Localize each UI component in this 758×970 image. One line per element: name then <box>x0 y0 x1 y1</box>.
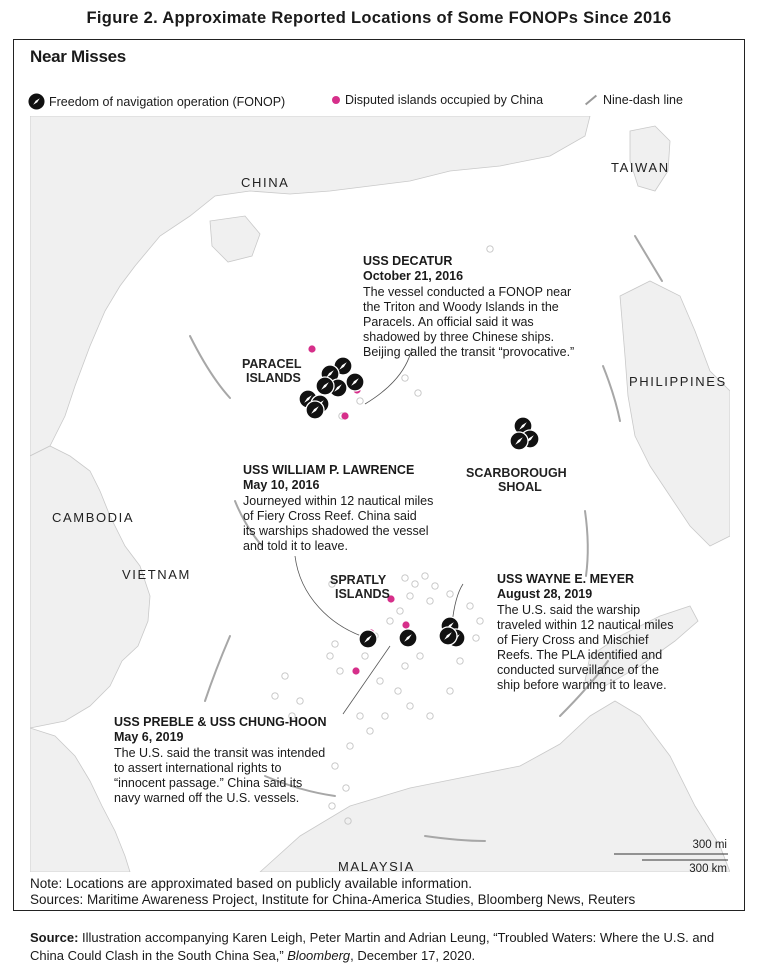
scale-km: 300 km <box>689 863 727 872</box>
event-line: conducted surveillance of the <box>497 663 659 677</box>
legend-islands <box>332 93 543 107</box>
legend <box>28 93 730 111</box>
legend-fonop-label: Freedom of navigation operation (FONOP) <box>49 94 286 109</box>
event-line: Paracels. An official said it was <box>363 315 534 329</box>
source-text-1: Illustration accompanying Karen Leigh, Peter Martin and Adrian Leung, “Troubled Waters: Where the U.S. and China Could Clash in the South China Sea,” <box>30 930 715 963</box>
event-line: of Fiery Cross and Mischief <box>497 633 649 647</box>
event-line: shadowed by three Chinese ships. <box>363 330 555 344</box>
event-line: The vessel conducted a FONOP near <box>363 285 572 299</box>
event-ship: USS DECATUR <box>363 254 453 268</box>
figure-source <box>30 929 730 965</box>
source-text-2: , December 17, 2020. <box>350 948 476 963</box>
event-line: traveled within 12 nautical miles <box>497 618 674 632</box>
fonop-compass-icon[interactable] <box>399 629 417 647</box>
map <box>30 116 730 872</box>
event-line: The U.S. said the warship <box>497 603 641 617</box>
label-philippines: PHILIPPINES <box>629 374 727 389</box>
island-dot-icon <box>332 96 340 104</box>
event-line: The U.S. said the transit was intended <box>114 746 326 760</box>
island-dot-icon <box>402 621 409 628</box>
event-ship: USS WILLIAM P. LAWRENCE <box>243 463 415 477</box>
label-paracel-2: ISLANDS <box>246 371 301 385</box>
label-spratly-2: ISLANDS <box>335 587 390 601</box>
event-line: to assert international rights to <box>114 761 282 775</box>
event-line: Beijing called the transit “provocative.” <box>363 345 575 359</box>
nine-dash-icon <box>585 95 597 106</box>
note-text: Note: Locations are approximated based on publicly available information. <box>30 876 473 891</box>
event-date: May 10, 2016 <box>243 478 320 492</box>
label-paracel-1: PARACEL <box>242 357 302 371</box>
event-ship: USS PREBLE & USS CHUNG-HOON <box>114 715 327 729</box>
label-china: CHINA <box>241 175 290 190</box>
event-date: October 21, 2016 <box>363 269 464 283</box>
figure-title: Figure 2. Approximate Reported Locations of Some FONOPs Since 2016 <box>86 9 672 27</box>
label-malaysia: MALAYSIA <box>338 859 415 872</box>
notes <box>30 876 635 908</box>
map-frame <box>13 39 745 911</box>
map-title: Near Misses <box>30 47 126 66</box>
label-cambodia: CAMBODIA <box>52 510 135 525</box>
event-line: of Fiery Cross Reef. China said <box>243 509 417 523</box>
scale-mi: 300 mi <box>692 839 727 851</box>
legend-nine-dash-label: Nine-dash line <box>603 93 683 107</box>
event-line: its warships shadowed the vessel <box>243 524 429 538</box>
label-scarborough-2: SHOAL <box>498 480 542 494</box>
legend-islands-label: Disputed islands occupied by China <box>345 93 544 107</box>
event-ship: USS WAYNE E. MEYER <box>497 572 635 586</box>
event-line: navy warned off the U.S. vessels. <box>114 791 300 805</box>
island-dot-icon <box>308 345 315 352</box>
fonop-compass-icon[interactable] <box>510 432 528 450</box>
island-dot-icon <box>341 412 348 419</box>
legend-fonop <box>28 93 285 110</box>
event-line: Journeyed within 12 nautical miles <box>243 494 434 508</box>
label-taiwan: TAIWAN <box>611 160 670 175</box>
fonop-compass-icon[interactable] <box>346 373 364 391</box>
legend-nine-dash <box>584 93 683 107</box>
source-label: Source: <box>30 930 79 945</box>
fonop-compass-icon[interactable] <box>439 627 457 645</box>
event-date: May 6, 2019 <box>114 730 184 744</box>
fonop-compass-icon[interactable] <box>316 377 334 395</box>
island-dot-icon <box>352 667 359 674</box>
event-line: “innocent passage.” China said its <box>114 776 303 790</box>
label-vietnam: VIETNAM <box>122 567 191 582</box>
label-spratly-1: SPRATLY <box>330 573 387 587</box>
event-line: ship before warning it to leave. <box>497 678 667 692</box>
fonop-compass-icon <box>28 93 45 110</box>
source-publication: Bloomberg <box>287 948 351 963</box>
sources-text: Sources: Maritime Awareness Project, Institute for China-America Studies, Bloomberg News, Reuters <box>30 892 636 907</box>
event-line: and told it to leave. <box>243 539 348 553</box>
fonop-compass-icon[interactable] <box>306 401 324 419</box>
event-line: the Triton and Woody Islands in the <box>363 300 559 314</box>
event-date: August 28, 2019 <box>497 587 593 601</box>
label-scarborough-1: SCARBOROUGH <box>466 466 567 480</box>
fonop-compass-icon[interactable] <box>359 630 377 648</box>
event-line: Reefs. The PLA identified and <box>497 648 663 662</box>
